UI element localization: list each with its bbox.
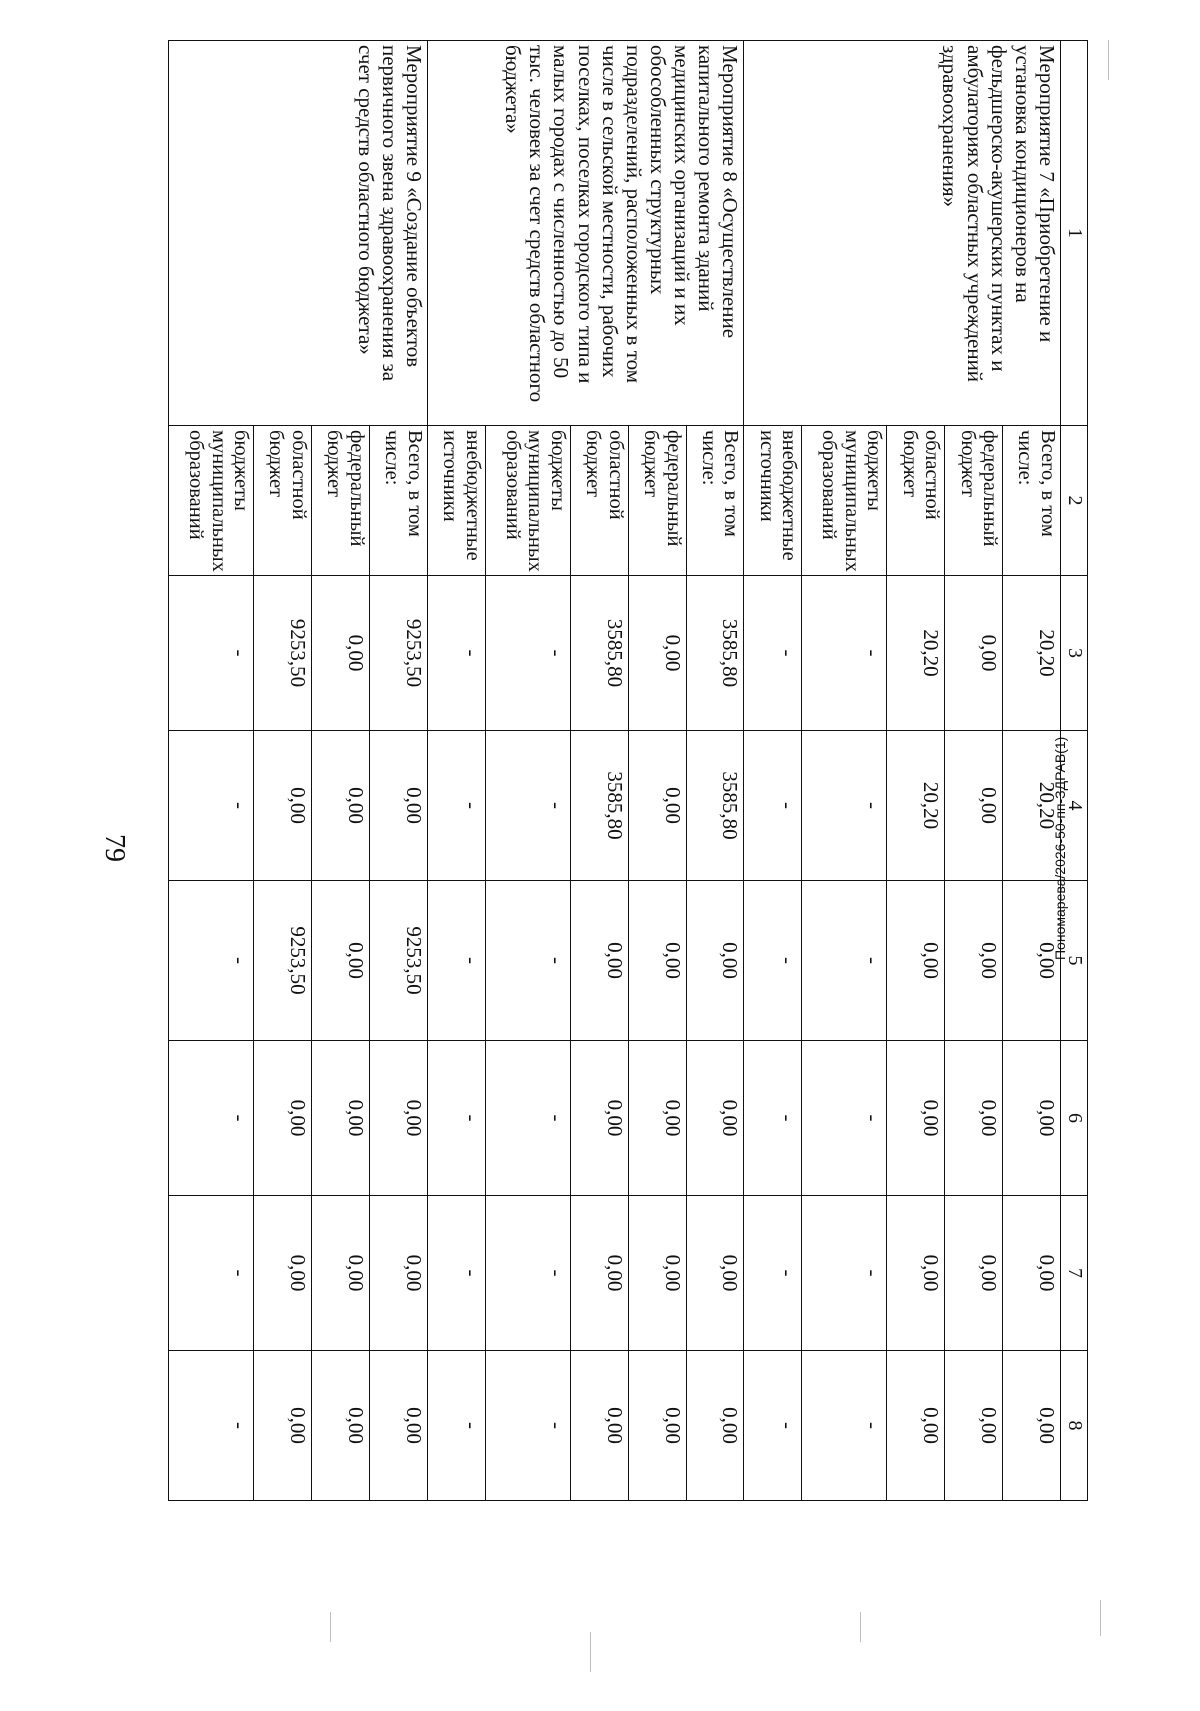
value-cell: 0,00 <box>628 1041 686 1196</box>
value-cell: 0,00 <box>887 1196 945 1351</box>
value-cell: - <box>744 1196 802 1351</box>
value-cell: - <box>485 881 570 1041</box>
value-cell: - <box>802 1041 887 1196</box>
value-cell: 0,00 <box>628 1351 686 1501</box>
value-cell: 0,00 <box>945 731 1003 881</box>
value-cell: 3585,80 <box>686 576 744 731</box>
value-cell: 0,00 <box>628 1196 686 1351</box>
funding-source: федеральный бюджет <box>312 426 370 576</box>
scan-mark <box>1100 1600 1101 1636</box>
value-cell: 0,00 <box>686 1041 744 1196</box>
value-cell: 0,00 <box>369 731 427 881</box>
value-cell: - <box>802 1196 887 1351</box>
value-cell: - <box>802 1351 887 1501</box>
page-number: 79 <box>99 834 130 862</box>
value-cell: - <box>485 1351 570 1501</box>
value-cell: 9253,50 <box>369 576 427 731</box>
funding-source: внебюджетные источники <box>744 426 802 576</box>
budget-table <box>168 40 1088 1501</box>
value-cell: 0,00 <box>254 1041 312 1196</box>
value-cell: - <box>169 1196 254 1351</box>
funding-source: областной бюджет <box>254 426 312 576</box>
value-cell: 20,20 <box>1003 576 1061 731</box>
value-cell: 0,00 <box>570 1041 628 1196</box>
funding-source: внебюджетные источники <box>427 426 485 576</box>
value-cell: 0,00 <box>312 1041 370 1196</box>
value-cell: 0,00 <box>628 731 686 881</box>
value-cell: 0,00 <box>254 1351 312 1501</box>
value-cell: - <box>802 731 887 881</box>
funding-source: областной бюджет <box>570 426 628 576</box>
column-number: 1 <box>1061 41 1088 426</box>
column-number: 7 <box>1061 1196 1088 1351</box>
value-cell: 0,00 <box>887 881 945 1041</box>
value-cell: - <box>427 1351 485 1501</box>
value-cell: 0,00 <box>312 731 370 881</box>
value-cell: 20,20 <box>1003 731 1061 881</box>
funding-source: бюджеты муниципальных образований <box>485 426 570 576</box>
value-cell: 0,00 <box>570 1351 628 1501</box>
value-cell: 0,00 <box>628 576 686 731</box>
value-cell: 0,00 <box>887 1351 945 1501</box>
value-cell: 0,00 <box>945 881 1003 1041</box>
column-number: 2 <box>1061 426 1088 576</box>
value-cell: 9253,50 <box>254 881 312 1041</box>
funding-source: Всего, в том числе: <box>1003 426 1061 576</box>
value-cell: 9253,50 <box>369 881 427 1041</box>
value-cell: - <box>744 1351 802 1501</box>
value-cell: 0,00 <box>945 1041 1003 1196</box>
scan-mark <box>860 1612 861 1642</box>
value-cell: - <box>485 576 570 731</box>
value-cell: - <box>802 881 887 1041</box>
value-cell: - <box>169 1041 254 1196</box>
value-cell: 0,00 <box>628 881 686 1041</box>
value-cell: 9253,50 <box>254 576 312 731</box>
value-cell: 0,00 <box>312 1196 370 1351</box>
value-cell: - <box>744 731 802 881</box>
scan-mark <box>590 1632 591 1672</box>
value-cell: 0,00 <box>312 576 370 731</box>
value-cell: 20,20 <box>887 731 945 881</box>
value-cell: 0,00 <box>686 1351 744 1501</box>
value-cell: - <box>427 731 485 881</box>
funding-source: федеральный бюджет <box>628 426 686 576</box>
value-cell: - <box>744 881 802 1041</box>
value-cell: - <box>744 576 802 731</box>
value-cell: 0,00 <box>686 1196 744 1351</box>
value-cell: 0,00 <box>254 1196 312 1351</box>
value-cell: - <box>485 1041 570 1196</box>
measure-title: Мероприятие 7 «Приобретение и установка кондиционеров на фельдшерско-акушерских пунктах и амбулаториях областных учреждений здравоохранения» <box>744 41 1061 426</box>
measure-title: Мероприятие 8 «Осуществление капитального ремонта зданий медицинских организаций и их обособленных структурных подразделений, расположенных в том числе в сельской местности, рабочих поселках, поселках городского типа и малых городах с численностью до 50 тыс. человек за счет средств областного бюджета» <box>427 41 744 426</box>
value-cell: 0,00 <box>1003 1196 1061 1351</box>
value-cell: - <box>427 576 485 731</box>
column-number: 6 <box>1061 1041 1088 1196</box>
value-cell: 0,00 <box>570 881 628 1041</box>
value-cell: 0,00 <box>1003 881 1061 1041</box>
value-cell: - <box>169 881 254 1041</box>
column-number: 4 <box>1061 731 1088 881</box>
value-cell: 0,00 <box>686 881 744 1041</box>
value-cell: - <box>427 1196 485 1351</box>
funding-source: бюджеты муниципальных образований <box>802 426 887 576</box>
value-cell: 3585,80 <box>570 576 628 731</box>
value-cell: - <box>169 1351 254 1501</box>
funding-source: Всего, в том числе: <box>369 426 427 576</box>
table-row <box>686 41 744 1501</box>
column-number: 3 <box>1061 576 1088 731</box>
document-code: Пономарева/2026-50-пп-ЗДРАВ(1) <box>1052 736 1068 960</box>
budget-table-rotated <box>168 40 1088 1500</box>
value-cell: - <box>169 731 254 881</box>
value-cell: - <box>169 576 254 731</box>
value-cell: - <box>427 881 485 1041</box>
value-cell: 0,00 <box>1003 1351 1061 1501</box>
value-cell: 0,00 <box>369 1041 427 1196</box>
funding-source: Всего, в том числе: <box>686 426 744 576</box>
scan-mark <box>1108 40 1109 80</box>
value-cell: - <box>427 1041 485 1196</box>
value-cell: - <box>485 1196 570 1351</box>
table-row <box>369 41 427 1501</box>
value-cell: 0,00 <box>254 731 312 881</box>
value-cell: 0,00 <box>570 1196 628 1351</box>
column-number: 5 <box>1061 881 1088 1041</box>
funding-source: областной бюджет <box>887 426 945 576</box>
funding-source: федеральный бюджет <box>945 426 1003 576</box>
scan-mark <box>330 1612 331 1642</box>
value-cell: 20,20 <box>887 576 945 731</box>
value-cell: 0,00 <box>369 1196 427 1351</box>
value-cell: 3585,80 <box>570 731 628 881</box>
value-cell: 0,00 <box>945 1351 1003 1501</box>
value-cell: 0,00 <box>887 1041 945 1196</box>
column-number: 8 <box>1061 1351 1088 1501</box>
value-cell: - <box>802 576 887 731</box>
value-cell: 0,00 <box>312 1351 370 1501</box>
value-cell: 0,00 <box>369 1351 427 1501</box>
measure-title: Мероприятие 9 «Создание объектов первичного звена здравоохранения за счет средств областного бюджета» <box>169 41 428 426</box>
value-cell: 0,00 <box>945 576 1003 731</box>
value-cell: 0,00 <box>1003 1041 1061 1196</box>
value-cell: - <box>744 1041 802 1196</box>
value-cell: - <box>485 731 570 881</box>
funding-source: бюджеты муниципальных образований <box>169 426 254 576</box>
value-cell: 0,00 <box>945 1196 1003 1351</box>
value-cell: 0,00 <box>312 881 370 1041</box>
value-cell: 3585,80 <box>686 731 744 881</box>
